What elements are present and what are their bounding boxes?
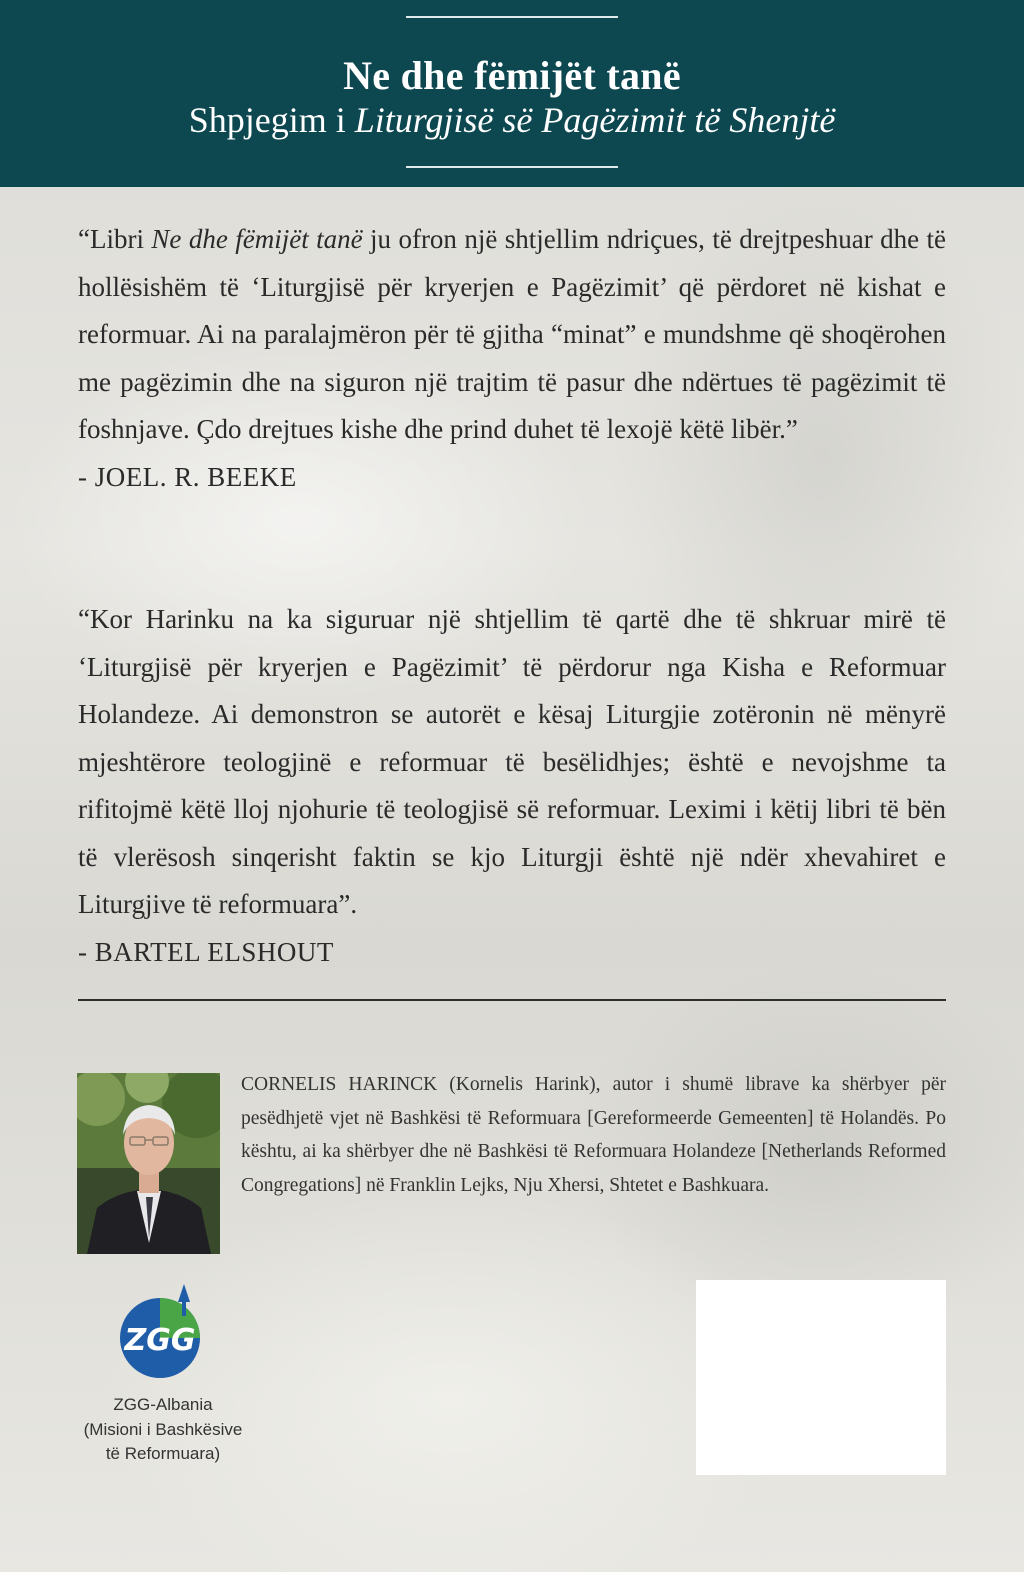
publisher-caption: [80, 1393, 246, 1467]
book-subtitle: [0, 99, 1024, 141]
endorsement-text: [78, 216, 946, 454]
endorsement-text: “Kor Harinku na ka siguruar një shtjellim të qartë dhe të shkruar mirë të ‘Liturgjisë për kryerjen e Pagëzimit’ të përdorur nga Kisha e Reformuar Holandeze. Ai demonstron se autorët e kësaj Liturgjie zotëronin në mënyrë mjeshtërore teologjinë e reformuar të besëlidhjes; është e nevojshme ta rifitojmë këtë lloj njohurie të teologjisë së reformuar. Leximi i këtij libri të bën të vlerësosh sinqerisht faktin se kjo Liturgji është një ndër xhevahiret e Liturgjive të reformuara”.: [78, 604, 946, 919]
endorsement-author: - JOEL. R. BEEKE: [78, 461, 297, 492]
subtitle-italic: Liturgjisë së Pagëzimit të Shenjtë: [354, 100, 836, 140]
author-portrait-image: [77, 1073, 220, 1254]
section-divider: [78, 999, 946, 1001]
publisher-line3: të Reformuara): [105, 1444, 221, 1463]
barcode-placeholder: [696, 1280, 946, 1475]
endorsement-author: - BARTEL ELSHOUT: [78, 936, 334, 967]
quote-body: ju ofron një shtjellim ndriçues, të drejtpeshuar dhe të hollësishëm të ‘Liturgjisë për kryerjen e Pagëzimit’ që përdoret në kishat e reformuar. Ai na paralajmëron për të gjitha “minat” e mundshme që shoqërohen me pagëzimin dhe na siguron një trajtim të pasur dhe ndërtues të pagëzimit të foshnjave. Çdo drejtues kishe dhe prind duhet të lexojë këtë libër.”: [78, 224, 946, 444]
endorsement-beeke: [78, 216, 946, 501]
cover-header: [0, 0, 1024, 187]
header-top-rule: [406, 16, 618, 18]
author-bio: CORNELIS HARINCK (Kornelis Harink), autor i shumë librave ka shërbyer për pesëdhjetë vjet në Bashkësi të Reformuara [Gereformeerde Gemeenten] të Holandës. Po kështu, ai ka shërbyer dhe në Bashkësi të Reformuara Holandeze [Netherlands Reformed Congregations] në Franklin Lejks, Nju Xhersi, Shtetet e Bashkuara.: [241, 1074, 946, 1196]
publisher-line2: (Misioni i Bashkësive: [83, 1419, 243, 1439]
quote-book-title: Ne dhe fëmijët tanë: [151, 224, 363, 254]
zgg-logo-icon: [116, 1280, 208, 1384]
endorsement-elshout: [78, 596, 946, 976]
subtitle-plain: Shpjegim i: [188, 100, 346, 140]
logo-letters: ZGG: [124, 1323, 196, 1358]
header-bottom-rule: [406, 166, 618, 168]
author-photo: [77, 1073, 220, 1254]
book-title: Ne dhe fëmijët tanë: [343, 53, 681, 98]
zgg-logo: [116, 1280, 208, 1384]
quote-open: “Libri: [78, 224, 144, 254]
publisher-name: ZGG-Albania: [113, 1395, 213, 1414]
